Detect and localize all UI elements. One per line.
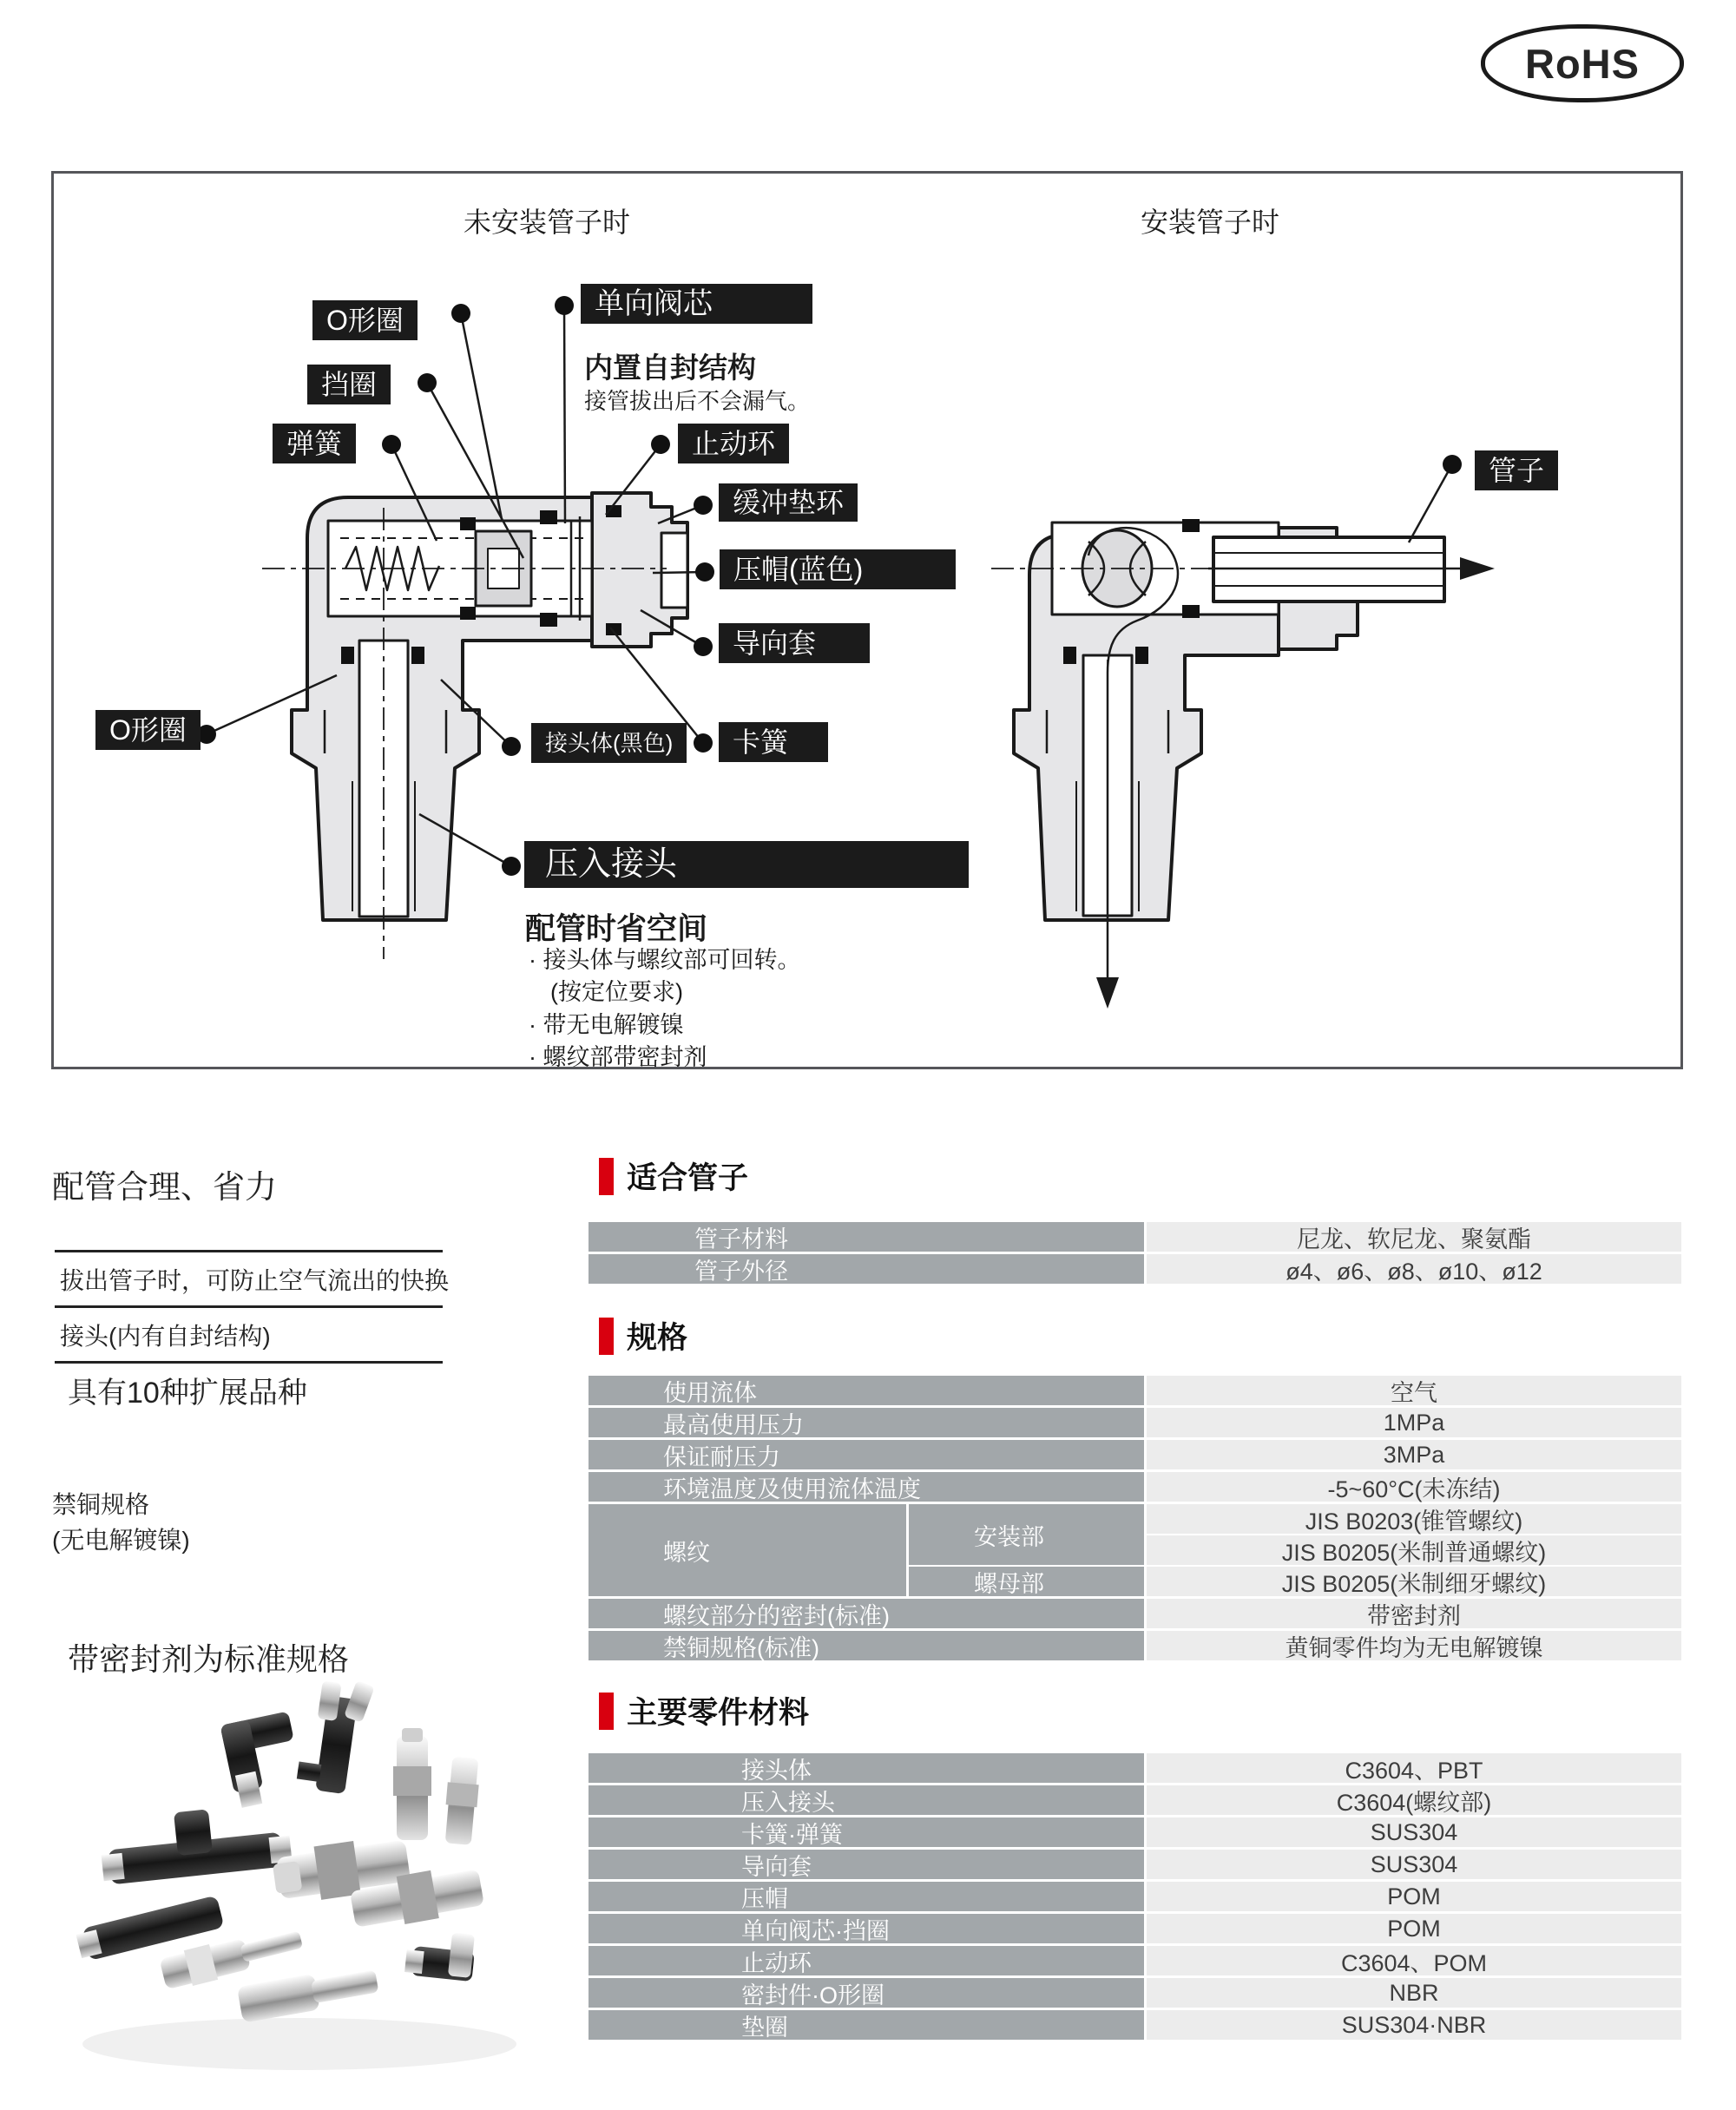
left-headline-reasonable-piping: 配管合理、省力	[52, 1169, 277, 1205]
fitting-cross-section-drawings	[54, 174, 1680, 1067]
thread-table-row	[589, 1504, 1681, 1596]
table-row	[589, 1254, 1681, 1284]
table-row	[589, 1440, 1681, 1469]
section-title: 主要零件材料	[627, 1696, 810, 1730]
row-label: 保证耐压力	[589, 1440, 1144, 1469]
fit-tubing-table	[589, 1222, 1681, 1286]
table-row	[589, 1753, 1681, 1783]
row-value: C3604(螺纹部)	[1147, 1785, 1681, 1815]
table-row	[589, 2010, 1681, 2040]
space-bullet-3: · 螺纹部带密封剂	[529, 1044, 707, 1070]
row-value: NBR	[1147, 1978, 1681, 2008]
copper-free-note-1: 禁铜规格	[52, 1491, 150, 1518]
row-value: ø4、ø6、ø8、ø10、ø12	[1147, 1254, 1681, 1284]
table-row	[589, 1914, 1681, 1943]
row-label: 环境温度及使用流体温度	[589, 1472, 1144, 1502]
table-row	[589, 1817, 1681, 1847]
rohs-badge-label: RoHS	[1525, 40, 1640, 87]
left-headline-variations: 具有10种扩展品种	[68, 1377, 307, 1410]
row-label: 管子材料	[589, 1222, 1144, 1252]
underlined-feature-block	[55, 1250, 450, 1364]
row-value: C3604、PBT	[1147, 1753, 1681, 1783]
space-bullet-2: · 带无电解镀镍	[529, 1012, 684, 1038]
thread-label: 螺纹	[589, 1504, 906, 1596]
row-value: POM	[1147, 1882, 1681, 1911]
photo-cartridge-2	[443, 1756, 482, 1845]
section-header-specifications	[599, 1314, 687, 1357]
row-value: POM	[1147, 1914, 1681, 1943]
table-row	[589, 1599, 1681, 1628]
row-label: 接头体	[589, 1753, 1144, 1783]
photo-cartridge-1	[393, 1728, 431, 1840]
row-label: 密封件·O形圈	[589, 1978, 1144, 2008]
right-fitting-drawing	[991, 519, 1495, 1009]
table-row	[589, 1376, 1681, 1405]
thread-sub-labels	[909, 1504, 1144, 1596]
row-value: 3MPa	[1147, 1440, 1681, 1469]
row-label: 禁铜规格(标准)	[589, 1631, 1144, 1660]
section-header-materials	[599, 1689, 809, 1732]
label-press-in-fitting: 压入接头	[524, 841, 969, 888]
feature-line-2: 接头(内有自封结构)	[55, 1308, 443, 1364]
left-diagram-title: 未安装管子时	[464, 207, 631, 238]
photo-elbow-small-black	[404, 1928, 477, 1982]
label-spring: 弹簧	[273, 424, 356, 463]
table-row	[589, 1978, 1681, 2008]
photo-elbow-black	[220, 1711, 306, 1808]
rohs-badge	[1481, 24, 1684, 102]
photo-reducer-metal	[237, 1963, 380, 2023]
row-label: 压入接头	[589, 1785, 1144, 1815]
label-cap: 压帽(蓝色)	[720, 549, 956, 589]
row-value: 带密封剂	[1147, 1599, 1681, 1628]
row-value: 1MPa	[1147, 1408, 1681, 1437]
thread-values	[1147, 1504, 1681, 1596]
label-oring-bottom: O形圈	[95, 710, 201, 750]
label-stop-ring: 止动环	[678, 424, 789, 463]
row-label: 导向套	[589, 1850, 1144, 1879]
label-oring-top: O形圈	[312, 300, 418, 340]
left-cap-mouth	[661, 533, 687, 608]
section-header-fit-tubing	[599, 1154, 748, 1198]
row-value: -5~60°C(未冻结)	[1147, 1472, 1681, 1502]
thread-mount-label: 安装部	[909, 1504, 1144, 1565]
label-clip: 卡簧	[719, 722, 828, 762]
self-seal-title: 内置自封结构	[584, 352, 756, 384]
row-label: 管子外径	[589, 1254, 1144, 1284]
thread-mount-value-2: JIS B0205(米制普通螺纹)	[1147, 1535, 1681, 1565]
right-diagram-title: 安装管子时	[1141, 207, 1280, 238]
table-row	[589, 1946, 1681, 1975]
row-label: 止动环	[589, 1946, 1144, 1975]
materials-table	[589, 1753, 1681, 2042]
table-row	[589, 1222, 1681, 1252]
feature-line-1: 拔出管子时，可防止空气流出的快换	[55, 1252, 443, 1308]
red-bar	[599, 1318, 614, 1355]
row-label: 螺纹部分的密封(标准)	[589, 1599, 1144, 1628]
row-value: SUS304	[1147, 1817, 1681, 1847]
table-row	[589, 1785, 1681, 1815]
label-tube: 管子	[1475, 450, 1558, 490]
red-bar	[599, 1693, 614, 1730]
specifications-table	[589, 1376, 1681, 1663]
space-bullet-1-sub: (按定位要求)	[550, 979, 683, 1005]
label-buffer-ring: 缓冲垫环	[719, 483, 858, 522]
row-label: 单向阀芯·挡圈	[589, 1914, 1144, 1943]
label-check-valve: 单向阀芯	[581, 284, 812, 324]
table-row	[589, 1472, 1681, 1502]
row-value: 空气	[1147, 1376, 1681, 1405]
space-bullet-1: · 接头体与螺纹部可回转。	[529, 947, 801, 973]
table-row	[589, 1850, 1681, 1879]
row-label: 压帽	[589, 1882, 1144, 1911]
label-body: 接头体(黑色)	[531, 723, 687, 763]
row-value: SUS304·NBR	[1147, 2010, 1681, 2040]
table-row	[589, 1631, 1681, 1660]
section-title: 规格	[627, 1321, 688, 1355]
thread-nut-label: 螺母部	[909, 1567, 1144, 1596]
row-label: 卡簧·弹簧	[589, 1817, 1144, 1847]
table-row	[589, 1408, 1681, 1437]
photo-tee-black	[97, 1801, 293, 1885]
space-saving-title: 配管时省空间	[525, 912, 708, 946]
left-headline-sealant: 带密封剂为标准规格	[68, 1641, 350, 1677]
self-seal-desc: 接管拔出后不会漏气。	[584, 388, 811, 414]
row-value: SUS304	[1147, 1850, 1681, 1879]
label-guide-sleeve: 导向套	[719, 623, 870, 663]
thread-nut-value: JIS B0205(米制细牙螺纹)	[1147, 1567, 1681, 1596]
photo-branch-black	[295, 1674, 375, 1797]
thread-mount-value-1: JIS B0203(锥管螺纹)	[1147, 1504, 1681, 1534]
copper-free-note-2: (无电解镀镍)	[52, 1527, 190, 1554]
row-value: 黄铜零件均为无电解镀镍	[1147, 1631, 1681, 1660]
red-bar	[599, 1158, 614, 1195]
diagram-panel	[51, 171, 1683, 1069]
label-baffle-ring: 挡圈	[307, 365, 391, 404]
row-value: C3604、POM	[1147, 1946, 1681, 1975]
product-photo	[56, 1671, 542, 2087]
row-label: 最高使用压力	[589, 1408, 1144, 1437]
section-title: 适合管子	[627, 1161, 749, 1195]
table-row	[589, 1882, 1681, 1911]
row-label: 垫圈	[589, 2010, 1144, 2040]
row-value: 尼龙、软尼龙、聚氨酯	[1147, 1222, 1681, 1252]
row-label: 使用流体	[589, 1376, 1144, 1405]
